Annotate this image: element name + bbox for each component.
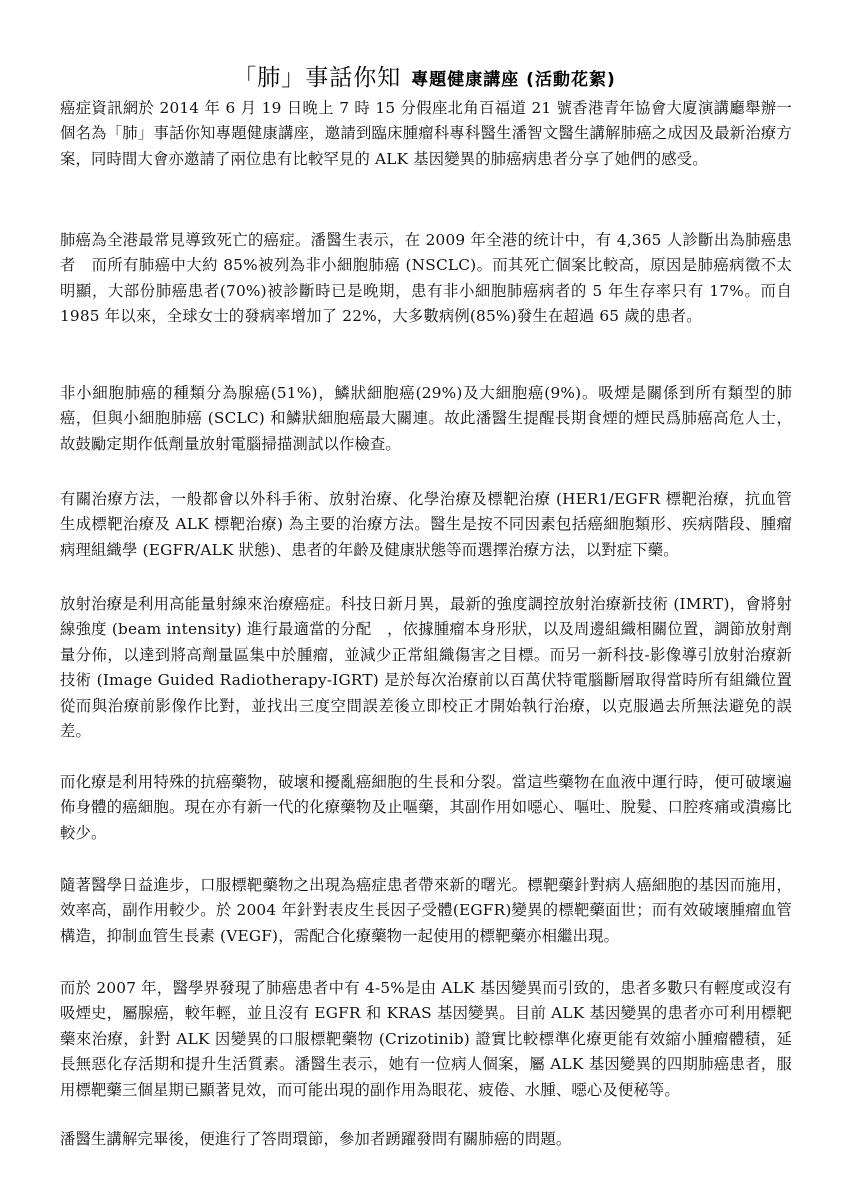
paragraph-chemotherapy: 而化療是利用特殊的抗癌藥物，破壞和擾亂癌細胞的生長和分裂。當這些藥物在血液中運行時，便可破壞遍佈身體的癌細胞。現在亦有新一代的化療藥物及止嘔藥，其副作用如噁心、嘔吐、脫髮、口腔疼痛或潰瘍比較少。 xyxy=(60,773,792,842)
paragraph-nsclc-types: 非小細胞肺癌的種類分為腺癌(51%)，鱗狀細胞癌(29%)及大細胞癌(9%)。吸煙是關係到所有類型的肺癌，但與小細胞肺癌 (SCLC) 和鱗狀細胞癌最大關連。故此潘醫生提醒長期食煙的煙民爲肺癌高危人士，故鼓勵定期作低劑量放射電腦掃描測試以作檢查。 xyxy=(60,384,792,453)
paragraph-treatment-methods: 有關治療方法，一般都會以外科手術、放射治療、化學治療及標靶治療 (HER1/EGFR 標靶治療，抗血管生成標靶治療及 ALK 標靶治療) 為主要的治療方法。醫生是按不同因素包括癌細胞類形、疾病階段、腫瘤病理組織學 (EGFR/ALK 狀態)、患者的年齡及健康狀態等而選擇治療方法，以對症下藥。 xyxy=(60,490,792,559)
paragraph-qa-session: 潘醫生講解完畢後，便進行了答問環節，參加者踴躍發問有關肺癌的問題。 xyxy=(60,1130,572,1148)
page-title xyxy=(0,64,849,94)
title-subtitle: 專題健康講座 (活動花絮) xyxy=(411,70,616,90)
paragraph-targeted-therapy: 隨著醫學日益進步，口服標靶藥物之出現為癌症患者帶來新的曙光。標靶藥針對病人癌細胞的基因而施用，效率高，副作用較少。於 2004 年針對表皮生長因子受體(EGFR)變異的標靶藥面世；而有效破壞腫瘤血管構造，抑制血管生長素 (VEGF)，需配合化療藥物一起使用的標靶藥亦相繼出現。 xyxy=(60,876,792,945)
paragraph-alk-mutation: 而於 2007 年，醫學界發現了肺癌患者中有 4-5%是由 ALK 基因變異而引致的，患者多數只有輕度或沒有吸煙史，屬腺癌，較年輕，並且沒有 EGFR 和 KRAS 基因變異。目前 ALK 基因變異的患者亦可利用標靶藥來治療，針對 ALK 因變異的口服標靶藥物 (Crizotinib) 證實比較標準化療更能有效縮小腫瘤體積，延長無惡化存活期和提升生活質素。潘醫生表示，她有一位病人個案，屬 ALK 基因變異的四期肺癌患者，服用標靶藥三個星期已顯著見效，而可能出現的副作用為眼花、疲倦、水腫、噁心及便秘等。 xyxy=(60,979,792,1099)
paragraph-lung-cancer-statistics: 肺癌為全港最常見導致死亡的癌症。潘醫生表示，在 2009 年全港的统计中，有 4,365 人診斷出為肺癌患者 而所有肺癌中大約 85%被列為非小細胞肺癌 (NSCLC)。而其死亡個案比較高，原因是肺癌病徵不太明顯，大部份肺癌患者(70%)被診斷時已是晚期，患有非小細胞肺癌病者的 5 年生存率只有 17%。而自 1985 年以來，全球女士的發病率增加了 22%，大多數病例(85%)發生在超過 65 歲的患者。 xyxy=(60,231,792,326)
paragraph-radiotherapy: 放射治療是利用高能量射線來治療癌症。科技日新月異，最新的強度調控放射治療新技術 (IMRT)，會將射線強度 (beam intensity) 進行最適當的分配 ，依據腫瘤本身形狀，以及周邊組織相關位置，調節放射劑量分佈，以達到將高劑量區集中於腫瘤，並減少正常組織傷害之目標。而另一新科技-影像導引放射治療新技術 (Image Guided Radiotherapy-IGRT) 是於每次治療前以百萬伏特電腦斷層取得當時所有組織位置從而與治療前影像作比對，並找出三度空間誤差後立即校正才開始執行治療，以克服過去所無法避免的誤差。 xyxy=(60,595,792,741)
title-main: 「肺」事話你知 xyxy=(233,65,402,91)
paragraph-event-intro: 癌症資訊網於 2014 年 6 月 19 日晚上 7 時 15 分假座北角百福道 21 號香港青年協會大廈演講廳舉辦一個名為「肺」事話你知專題健康講座，邀請到臨床腫瘤科專科醫生潘智文醫生講解肺癌之成因及最新治療方案，同時間大會亦邀請了兩位患有比較罕見的 ALK 基因變異的肺癌病患者分享了她們的感受。 xyxy=(60,99,792,168)
